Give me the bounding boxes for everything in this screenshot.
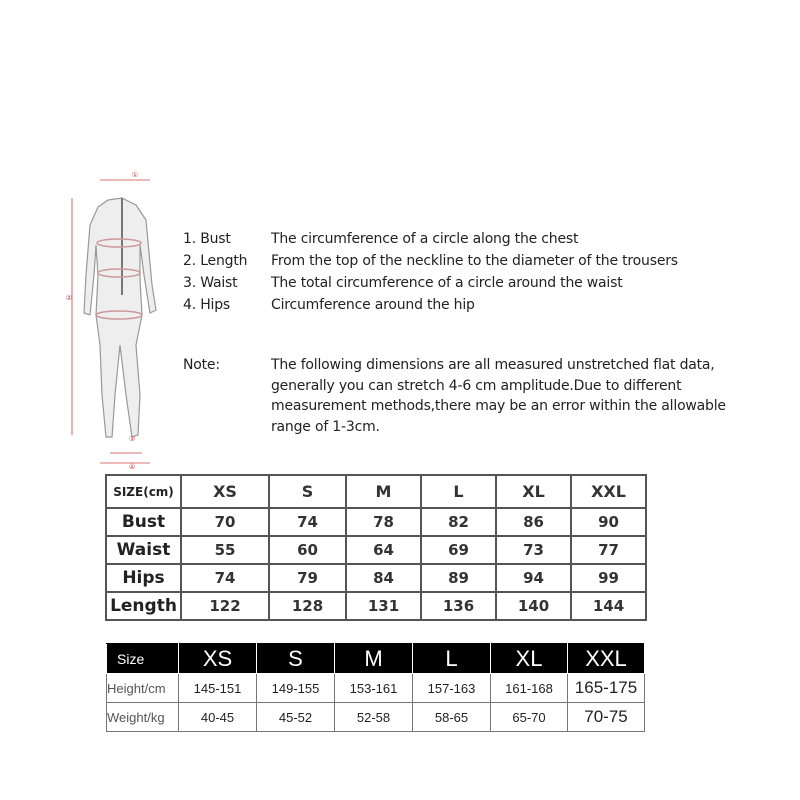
table-cell: 89	[421, 564, 496, 592]
definition-label: 2. Length	[183, 253, 248, 269]
table-cell: 74	[269, 508, 346, 536]
table-cell: 99	[571, 564, 646, 592]
table-row	[106, 564, 646, 592]
table-cell: 165-175	[568, 674, 645, 703]
table-header-row	[106, 475, 646, 508]
table-row	[107, 703, 645, 732]
table-cell: 157-163	[413, 674, 491, 703]
marker-1: ①	[131, 171, 139, 179]
table-cell: 94	[496, 564, 571, 592]
note-label: Note:	[183, 357, 220, 373]
definition-text: Circumference around the hip	[271, 297, 475, 313]
size-header-cell: L	[413, 644, 491, 674]
note-block	[183, 355, 763, 445]
table-cell: 90	[571, 508, 646, 536]
definition-label: 3. Waist	[183, 275, 238, 291]
table-cell: 55	[181, 536, 269, 564]
row-label: Hips	[106, 564, 181, 592]
table-header-row	[107, 644, 645, 674]
table-cell: 145-151	[179, 674, 257, 703]
table-cell: 65-70	[491, 703, 568, 732]
table-cell: 153-161	[335, 674, 413, 703]
size-header-cell: XS	[181, 475, 269, 508]
size-header-cell: M	[335, 644, 413, 674]
table-cell: 58-65	[413, 703, 491, 732]
table-cell: 86	[496, 508, 571, 536]
table-cell: 78	[346, 508, 421, 536]
table-cell: 52-58	[335, 703, 413, 732]
row-label: SIZE(cm)	[106, 475, 181, 508]
table-cell: 128	[269, 592, 346, 620]
row-label: Weight/kg	[107, 703, 179, 732]
size-header-cell: XXL	[568, 644, 645, 674]
table-row	[106, 536, 646, 564]
definition-label: 4. Hips	[183, 297, 231, 313]
table-cell: 161-168	[491, 674, 568, 703]
row-label: Size	[107, 644, 179, 674]
note-line: generally you can stretch 4-6 cm amplitude.Due to different	[271, 377, 682, 394]
measurement-size-table	[105, 474, 647, 621]
size-header-cell: S	[269, 475, 346, 508]
note-line: measurement methods,there may be an error within the allowable	[271, 398, 726, 414]
marker-4: ④	[128, 463, 136, 470]
table-row	[106, 592, 646, 620]
table-cell: 74	[181, 564, 269, 592]
measurement-definitions	[183, 228, 743, 318]
table-cell: 79	[269, 564, 346, 592]
table-cell: 149-155	[257, 674, 335, 703]
table-cell: 73	[496, 536, 571, 564]
table-cell: 45-52	[257, 703, 335, 732]
table-cell: 122	[181, 592, 269, 620]
table-cell: 84	[346, 564, 421, 592]
table-row	[106, 508, 646, 536]
table-cell: 144	[571, 592, 646, 620]
size-header-cell: XL	[491, 644, 568, 674]
table-cell: 77	[571, 536, 646, 564]
size-header-cell: XL	[496, 475, 571, 508]
table-cell: 69	[421, 536, 496, 564]
row-label: Bust	[106, 508, 181, 536]
wetsuit-measurement-diagram	[60, 165, 170, 470]
note-line: range of 1-3cm.	[271, 418, 380, 435]
size-header-cell: XXL	[571, 475, 646, 508]
table-cell: 70-75	[568, 703, 645, 732]
definition-text: From the top of the neckline to the diameter of the trousers	[271, 253, 678, 269]
table-cell: 136	[421, 592, 496, 620]
size-header-cell: M	[346, 475, 421, 508]
table-cell: 60	[269, 536, 346, 564]
table-row	[107, 674, 645, 703]
row-label: Waist	[106, 536, 181, 564]
note-line: The following dimensions are all measured unstretched flat data,	[271, 357, 715, 373]
table-cell: 70	[181, 508, 269, 536]
table-cell: 64	[346, 536, 421, 564]
table-cell: 131	[346, 592, 421, 620]
size-header-cell: L	[421, 475, 496, 508]
row-label: Length	[106, 592, 181, 620]
table-cell: 140	[496, 592, 571, 620]
marker-3: ③	[128, 435, 136, 443]
table-cell: 82	[421, 508, 496, 536]
size-header-cell: S	[257, 644, 335, 674]
definition-label: 1. Bust	[183, 231, 231, 247]
definition-text: The circumference of a circle along the chest	[271, 231, 579, 247]
definition-text: The total circumference of a circle around the waist	[271, 275, 623, 291]
size-header-cell: XS	[179, 644, 257, 674]
marker-2: ②	[65, 294, 73, 302]
height-weight-size-table	[106, 643, 645, 732]
row-label: Height/cm	[107, 674, 179, 703]
table-cell: 40-45	[179, 703, 257, 732]
